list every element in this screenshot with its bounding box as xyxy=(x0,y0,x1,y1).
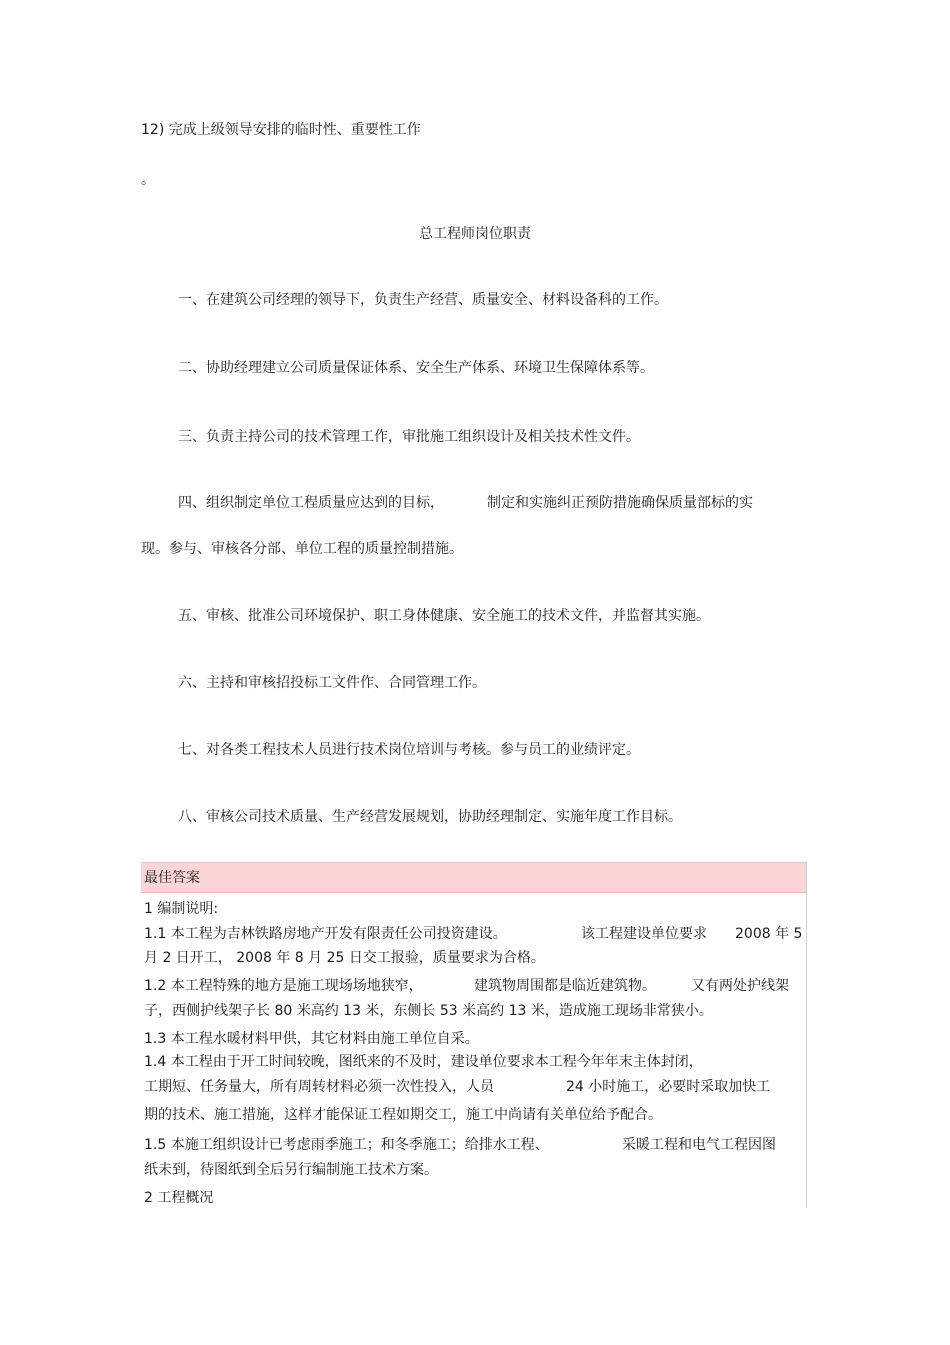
top-line-1: 12) 完成上级领导安排的临时性、重要性工作 xyxy=(141,122,421,138)
duty-item-8: 八、审核公司技术质量、生产经营发展规划，协助经理制定、实施年度工作目标。 xyxy=(178,809,682,825)
answer-line: 1 编制说明: xyxy=(144,901,219,917)
duty-item-3: 三、负责主持公司的技术管理工作，审批施工组织设计及相关技术性文件。 xyxy=(178,429,640,445)
answer-line: 又有两处护线架 xyxy=(691,978,789,994)
duty-item-2: 二、协助经理建立公司质量保证体系、安全生产体系、环境卫生保障体系等。 xyxy=(178,360,654,376)
top-line-2: 。 xyxy=(141,172,155,188)
answer-line: 1.5 本施工组织设计已考虑雨季施工；和冬季施工；给排水工程、 xyxy=(144,1137,549,1153)
section-title: 总工程师岗位职责 xyxy=(419,226,531,242)
answer-line: 月 2 日开工， 2008 年 8 月 25 日交工报验，质量要求为合格。 xyxy=(144,950,545,966)
duty-item-6: 六、主持和审核招投标工文件作、合同管理工作。 xyxy=(178,675,486,691)
best-answer-panel xyxy=(141,862,807,1208)
answer-line: 子，西侧护线架子长 80 米高约 13 米，东侧长 53 米高约 13 米，造成施工现场非常狭小。 xyxy=(144,1003,713,1019)
duty-item-7: 七、对各类工程技术人员进行技术岗位培训与考核。参与员工的业绩评定。 xyxy=(178,742,640,758)
answer-line: 纸未到，待图纸到全后另行编制施工技术方案。 xyxy=(144,1162,438,1178)
answer-line: 2 工程概况 xyxy=(144,1190,214,1206)
answer-line: 1.3 本工程水暖材料甲供，其它材料由施工单位自采。 xyxy=(144,1031,479,1047)
answer-line: 采暖工程和电气工程因图 xyxy=(622,1137,776,1153)
answer-line: 期的技术、施工措施，这样才能保证工程如期交工，施工中尚请有关单位给予配合。 xyxy=(144,1107,662,1123)
duty-item-4-part-1: 四、组织制定单位工程质量应达到的目标， xyxy=(178,495,444,511)
answer-line: 24 小时施工，必要时采取加快工 xyxy=(566,1079,771,1095)
duty-item-4-continued: 现。参与、审核各分部、单位工程的质量控制措施。 xyxy=(141,541,463,557)
duty-item-1: 一、在建筑公司经理的领导下，负责生产经营、质量安全、材料设备科的工作。 xyxy=(178,292,668,308)
answer-line: 该工程建设单位要求 xyxy=(581,926,707,942)
answer-line: 建筑物周围都是临近建筑物。 xyxy=(474,978,656,994)
answer-line: 1.2 本工程特殊的地方是施工现场场地狭窄， xyxy=(144,978,423,994)
duty-item-4-part-2: 制定和实施纠正预防措施确保质量部标的实 xyxy=(487,495,753,511)
answer-line: 1.1 本工程为吉林铁路房地产开发有限责任公司投资建设。 xyxy=(144,926,507,942)
duty-item-5: 五、审核、批准公司环境保护、职工身体健康、安全施工的技术文件，并监督其实施。 xyxy=(178,608,710,624)
best-answer-header: 最佳答案 xyxy=(141,863,806,893)
answer-line: 工期短、任务量大，所有周转材料必须一次性投入，人员 xyxy=(144,1079,494,1095)
answer-line: 2008 年 5 xyxy=(735,926,803,942)
answer-line: 1.4 本工程由于开工时间较晚，图纸来的不及时，建设单位要求本工程今年年末主体封闭， xyxy=(144,1054,703,1070)
